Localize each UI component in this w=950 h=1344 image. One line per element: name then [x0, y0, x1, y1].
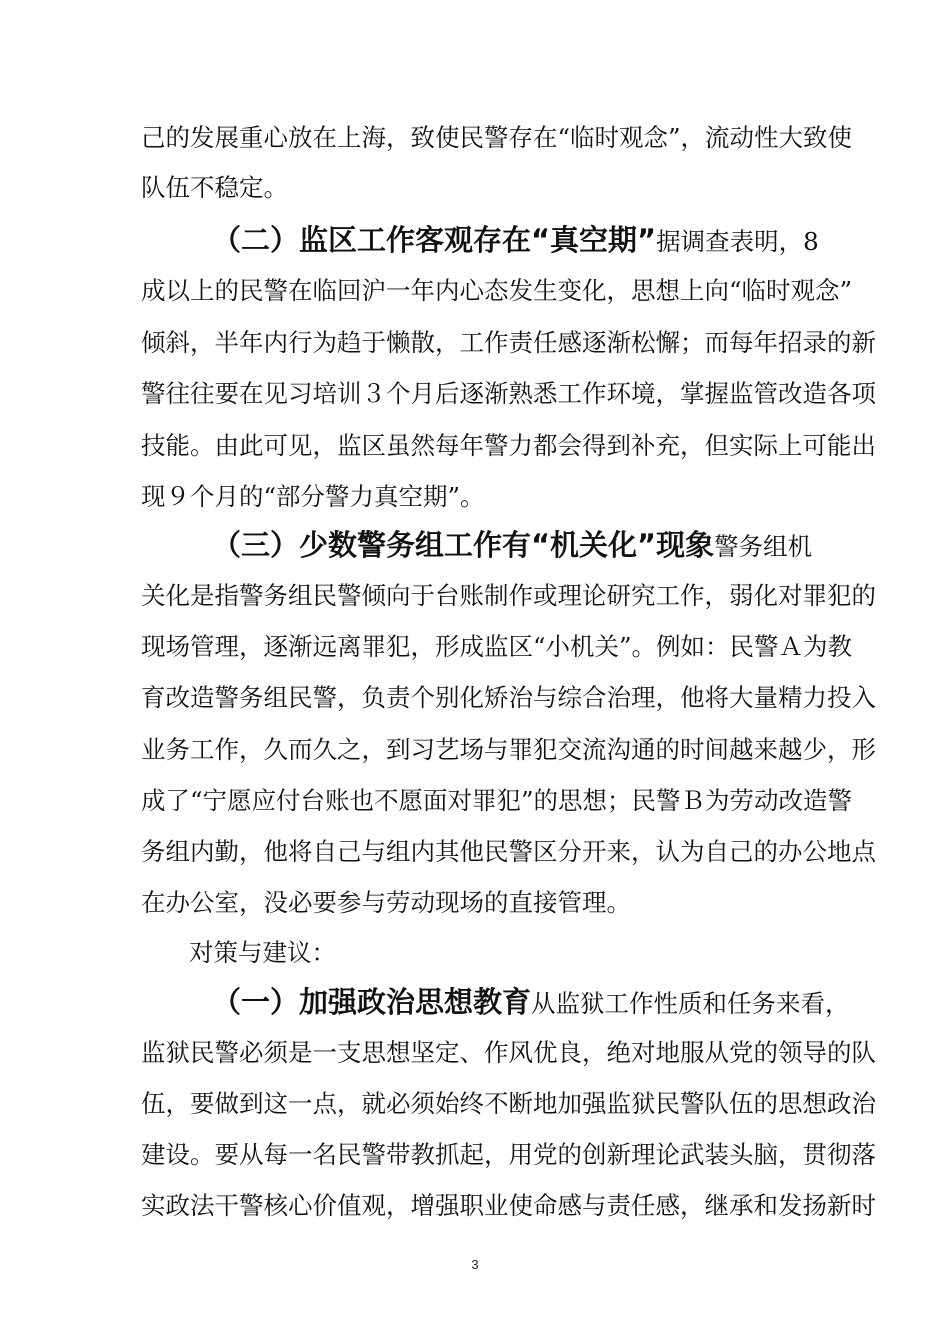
section-heading-tail: 警务组机	[714, 532, 813, 561]
body-text-line: 育改造警务组民警，负责个别化矫治与综合治理，他将大量精力投入	[141, 683, 876, 712]
section-heading-line	[212, 223, 819, 257]
body-text-line: 监狱民警必须是一支思想坚定、作风优良，绝对地服从党的领导的队	[141, 1038, 876, 1067]
body-text-line: 关化是指警务组民警倾向于台账制作或理论研究工作，弱化对罪犯的	[141, 581, 876, 610]
section-heading-tail: 据调查表明，8	[656, 227, 819, 256]
body-text-line: 己的发展重心放在上海，致使民警存在“临时观念”，流动性大致使	[141, 123, 853, 152]
body-text-line: 现９个月的“部分警力真空期”。	[141, 482, 485, 511]
body-text-line: 队伍不稳定。	[141, 173, 288, 202]
body-text-line: 建设。要从每一名民警带教抓起，用党的创新理论武装头脑，贯彻落	[141, 1140, 876, 1169]
body-text-line: 倾斜，半年内行为趋于懒散，工作责任感逐渐松懈；而每年招录的新	[141, 328, 876, 357]
section-heading-1: （一）加强政治思想教育	[212, 985, 532, 1019]
body-text-line: 成以上的民警在临回沪一年内心态发生变化，思想上向“临时观念”	[141, 276, 853, 305]
body-text-line: 技能。由此可见，监区虽然每年警力都会得到补充，但实际上可能出	[141, 431, 876, 460]
section-heading-3: （三）少数警务组工作有“机关化”现象	[212, 528, 715, 562]
body-text-line: 务组内勤，他将自己与组内其他民警区分开来，认为自己的办公地点	[141, 837, 876, 866]
body-text-line: 警往往要在见习培训３个月后逐渐熟悉工作环境，掌握监管改造各项	[141, 379, 876, 408]
section-heading-line	[212, 530, 812, 562]
body-text-line: 在办公室，没必要参与劳动现场的直接管理。	[141, 888, 631, 917]
page-number: 3	[471, 1257, 479, 1272]
section-heading-2: （二）监区工作客观存在“真空期”	[212, 223, 657, 257]
body-text-line: 实政法干警核心价值观，增强职业使命感与责任感，继承和发扬新时	[141, 1191, 876, 1220]
body-text-line: 业务工作，久而久之，到习艺场与罪犯交流沟通的时间越来越少，形	[141, 735, 876, 764]
subsection-label: 对策与建议：	[189, 938, 336, 967]
section-heading-tail: 从监狱工作性质和任务来看，	[531, 989, 850, 1018]
body-text-line: 现场管理，逐渐远离罪犯，形成监区“小机关”。例如：民警Ａ为教	[141, 632, 853, 661]
body-text-line: 成了“宁愿应付台账也不愿面对罪犯”的思想；民警Ｂ为劳动改造警	[141, 786, 853, 815]
section-heading-line	[212, 985, 850, 1019]
body-text-line: 伍，要做到这一点，就必须始终不断地加强监狱民警队伍的思想政治	[141, 1089, 876, 1118]
